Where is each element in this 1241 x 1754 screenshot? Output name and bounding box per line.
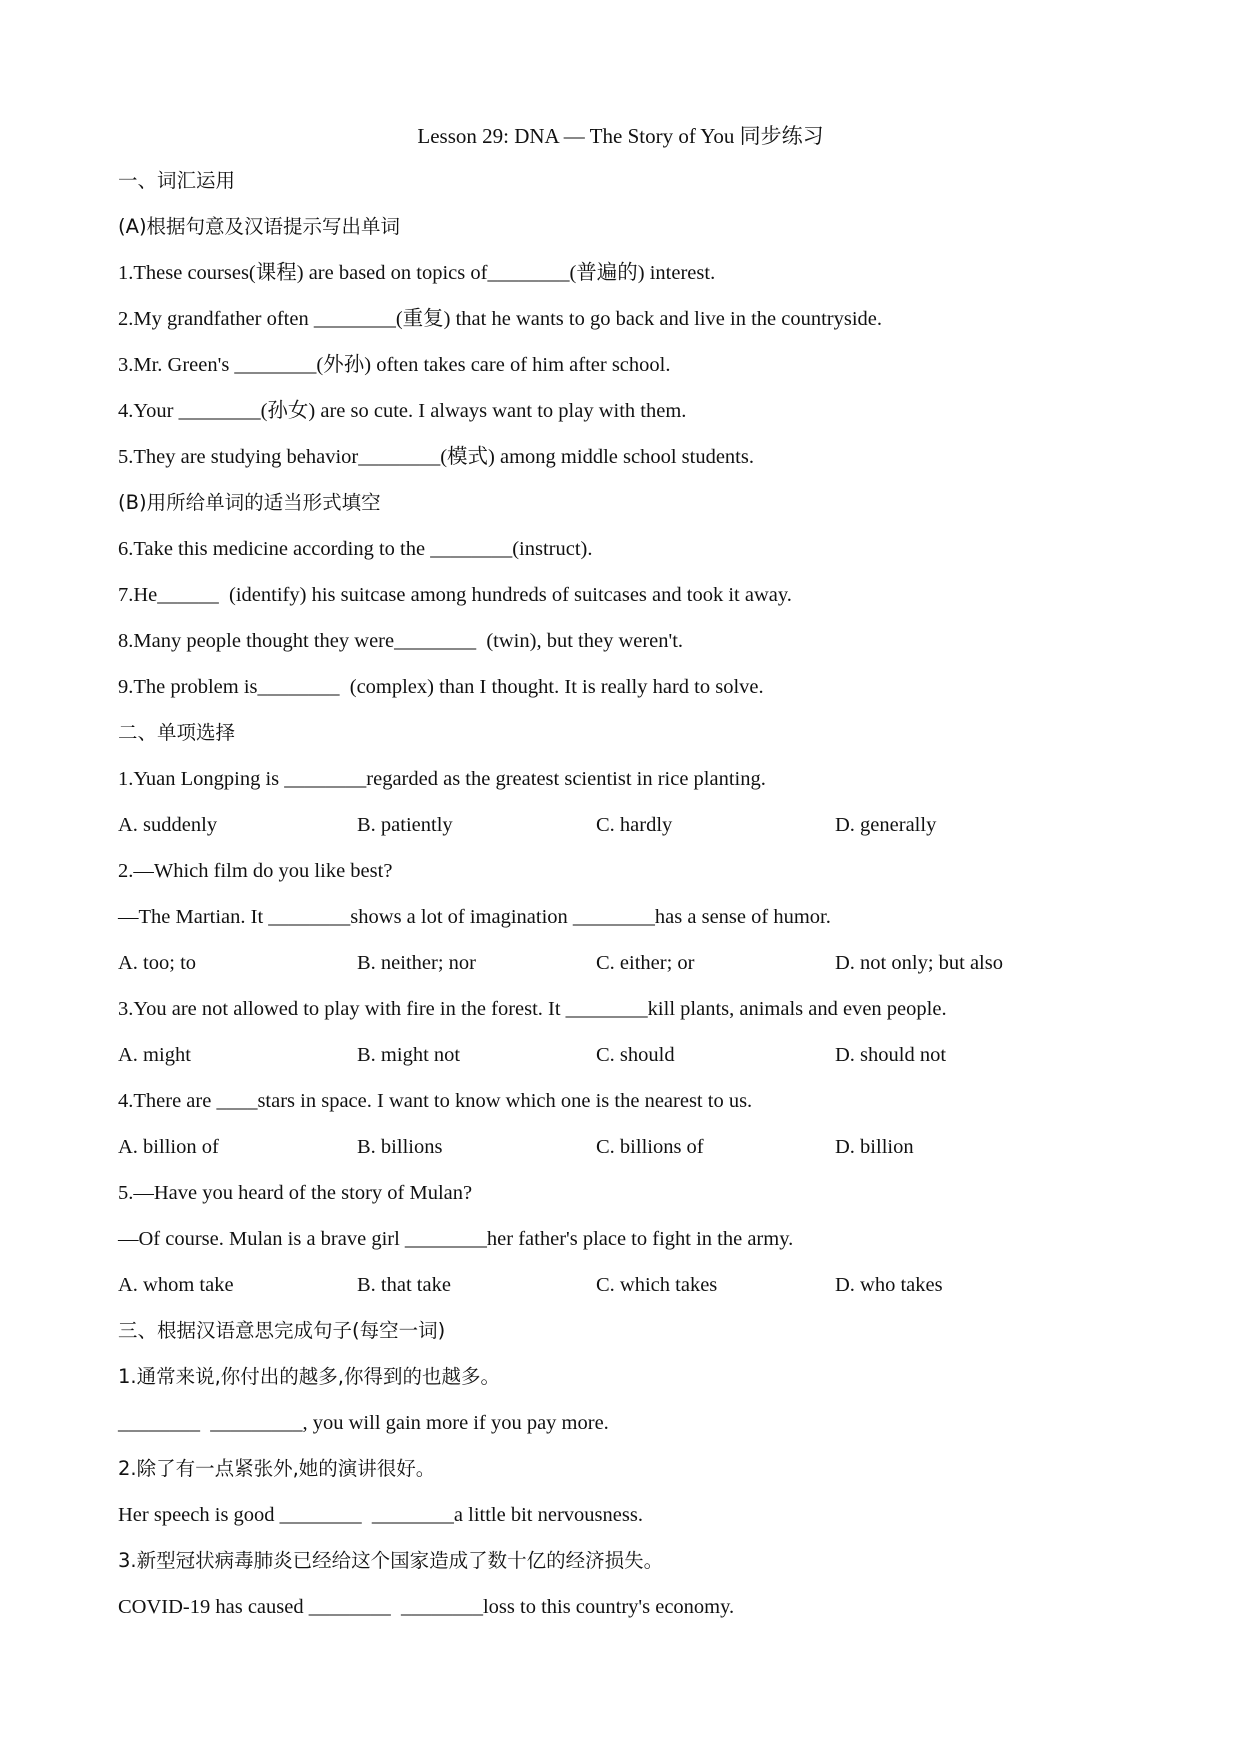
question-b9: 9.The problem is________ (complex) than I thought. It is really hard to solve. [118, 676, 764, 698]
question-b8: 8.Many people thought they were________ (twin), but they weren't. [118, 630, 684, 652]
question-a2: 2.My grandfather often ________(重复) that he wants to go back and live in the countryside. [118, 308, 883, 330]
choice-q1-stem: 1.Yuan Longping is ________regarded as the greatest scientist in rice planting. [118, 768, 766, 790]
translate-q2-chinese: 2.除了有一点紧张外,她的演讲很好。 [118, 1457, 436, 1480]
choice-q3-option-a: A. might [118, 1044, 191, 1066]
section-heading-vocab: 一、词汇运用 [118, 169, 236, 192]
choice-q5-stem: 5.—Have you heard of the story of Mulan? [118, 1182, 473, 1204]
choice-q2-stem: 2.—Which film do you like best? [118, 860, 393, 882]
choice-q3-option-b: B. might not [357, 1044, 461, 1066]
page-title: Lesson 29: DNA — The Story of You 同步练习 [417, 124, 824, 148]
question-b6: 6.Take this medicine according to the ________(instruct). [118, 538, 593, 560]
choice-q1-option-a: A. suddenly [118, 814, 218, 836]
choice-q2-option-d: D. not only; but also [835, 952, 1003, 974]
choice-q2-stem-reply: —The Martian. It ________shows a lot of imagination ________has a sense of humor. [118, 906, 831, 928]
choice-q4-option-a: A. billion of [118, 1136, 219, 1158]
section-heading-choice: 二、单项选择 [118, 721, 236, 744]
choice-q5-option-a: A. whom take [118, 1274, 234, 1296]
question-a3: 3.Mr. Green's ________(外孙) often takes care of him after school. [118, 354, 671, 376]
question-a5: 5.They are studying behavior________(模式) among middle school students. [118, 446, 754, 468]
choice-q1-option-b: B. patiently [357, 814, 453, 836]
choice-q3-stem: 3.You are not allowed to play with fire in the forest. It ________kill plants, animals and even people. [118, 998, 947, 1020]
subsection-heading-a: (A)根据句意及汉语提示写出单词 [118, 215, 401, 238]
choice-q4-option-b: B. billions [357, 1136, 443, 1158]
choice-q1-option-d: D. generally [835, 814, 937, 836]
section-heading-translate: 三、根据汉语意思完成句子(每空一词) [118, 1319, 446, 1342]
translate-q1-english: ________ _________, you will gain more if you pay more. [118, 1412, 609, 1434]
translate-q1-chinese: 1.通常来说,你付出的越多,你得到的也越多。 [118, 1365, 501, 1388]
choice-q3-option-c: C. should [596, 1044, 675, 1066]
choice-q4-stem: 4.There are ____stars in space. I want to know which one is the nearest to us. [118, 1090, 753, 1112]
choice-q5-option-b: B. that take [357, 1274, 451, 1296]
choice-q1-option-c: C. hardly [596, 814, 673, 836]
translate-q2-english: Her speech is good ________ ________a little bit nervousness. [118, 1504, 643, 1526]
translate-q3-english: COVID-19 has caused ________ ________loss to this country's economy. [118, 1596, 735, 1618]
choice-q5-option-c: C. which takes [596, 1274, 718, 1296]
choice-q2-option-b: B. neither; nor [357, 952, 476, 974]
question-a4: 4.Your ________(孙女) are so cute. I always want to play with them. [118, 400, 687, 422]
choice-q5-option-d: D. who takes [835, 1274, 943, 1296]
choice-q5-stem-reply: —Of course. Mulan is a brave girl ________her father's place to fight in the army. [118, 1228, 794, 1250]
translate-q3-chinese: 3.新型冠状病毒肺炎已经给这个国家造成了数十亿的经济损失。 [118, 1549, 664, 1572]
choice-q2-option-a: A. too; to [118, 952, 197, 974]
question-b7: 7.He______ (identify) his suitcase among hundreds of suitcases and took it away. [118, 584, 792, 606]
choice-q4-option-c: C. billions of [596, 1136, 704, 1158]
choice-q2-option-c: C. either; or [596, 952, 695, 974]
subsection-heading-b: (B)用所给单词的适当形式填空 [118, 491, 381, 514]
choice-q3-option-d: D. should not [835, 1044, 947, 1066]
question-a1: 1.These courses(课程) are based on topics of________(普遍的) interest. [118, 262, 716, 284]
choice-q4-option-d: D. billion [835, 1136, 914, 1158]
